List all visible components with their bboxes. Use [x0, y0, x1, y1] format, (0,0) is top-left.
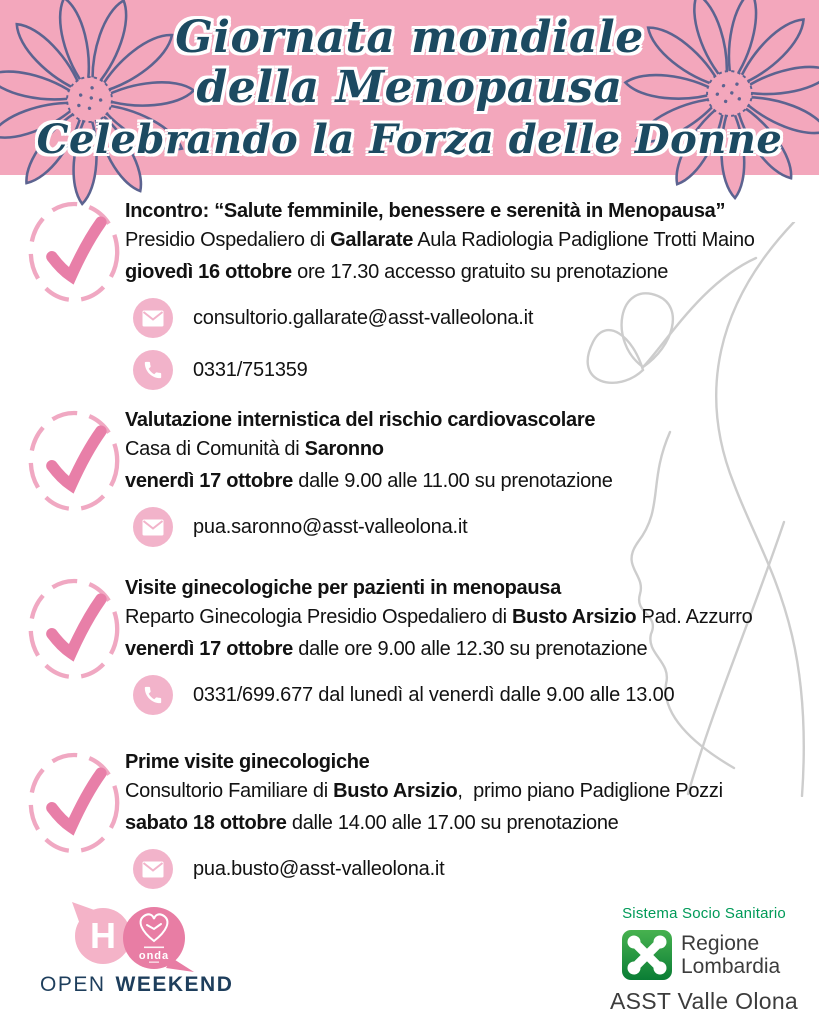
footer — [0, 893, 819, 1024]
regione-lombardia-logo-icon — [622, 930, 672, 980]
open-label: OPEN — [40, 973, 106, 996]
checkmark-icon — [26, 199, 122, 310]
asst-valle-olona-label: ASST Valle Olona — [609, 988, 799, 1014]
checkmark-icon — [26, 750, 122, 861]
weekend-label: WEEKEND — [115, 973, 234, 996]
email-address: pua.saronno@asst-valleolona.it — [193, 515, 468, 538]
checkmark-icon — [26, 576, 122, 687]
event-datetime: venerdì 17 ottobre dalle 9.00 alle 11.00 su prenotazione — [125, 470, 613, 492]
phone-icon — [133, 675, 173, 715]
sistema-socio-sanitario-label: Sistema Socio Sanitario — [622, 905, 786, 922]
email-icon — [133, 849, 173, 889]
event-location: Casa di Comunità di Saronno — [125, 438, 384, 460]
email-contact-row — [133, 506, 819, 548]
poster-subtitle: Celebrando la Forza delle Donne — [36, 116, 783, 163]
regione-lombardia-block — [598, 905, 810, 1015]
checkmark-icon — [26, 408, 122, 519]
event-location: Presidio Ospedaliero di Gallarate Aula Radiologia Padiglione Trotti Maino — [125, 229, 755, 251]
email-address: consultorio.gallarate@asst-valleolona.it — [193, 306, 534, 329]
email-icon — [133, 507, 173, 547]
open-weekend-wordmark — [40, 973, 233, 997]
phone-number: 0331/699.677 dal lunedì al venerdì dalle 9.00 alle 13.00 — [193, 683, 675, 706]
email-address: pua.busto@asst-valleolona.it — [193, 857, 445, 880]
event-title: Prime visite ginecologiche — [125, 751, 370, 773]
onda-wordmark: onda — [138, 950, 170, 962]
phone-contact-row — [133, 349, 819, 391]
h-bubble-letter: H — [90, 915, 116, 956]
email-contact-row — [133, 848, 819, 890]
event-datetime: sabato 18 ottobre dalle 14.00 alle 17.00 su prenotazione — [125, 812, 619, 834]
regione-lombardia-wordmark: Regione Lombardia — [681, 932, 781, 978]
event-datetime: giovedì 16 ottobre ore 17.30 accesso gratuito su prenotazione — [125, 261, 669, 283]
event-location: Consultorio Familiare di Busto Arsizio, primo piano Padiglione Pozzi — [125, 780, 723, 802]
email-icon — [133, 298, 173, 338]
event-title: Visite ginecologiche per pazienti in menopausa — [125, 577, 561, 599]
event-datetime: venerdì 17 ottobre dalle ore 9.00 alle 12.30 su prenotazione — [125, 638, 648, 660]
phone-contact-row — [133, 674, 819, 716]
email-contact-row — [133, 297, 819, 339]
event-title: Incontro: “Salute femminile, benessere e serenità in Menopausa” — [125, 200, 726, 222]
open-weekend-logo — [64, 898, 214, 974]
poster-title-line2: della Menopausa — [196, 62, 623, 113]
phone-icon — [133, 350, 173, 390]
phone-number: 0331/751359 — [193, 358, 308, 381]
event-location: Reparto Ginecologia Presidio Ospedaliero di Busto Arsizio Pad. Azzurro — [125, 606, 753, 628]
poster-title-line1: Giornata mondiale — [175, 12, 644, 63]
event-title: Valutazione internistica del rischio cardiovascolare — [125, 409, 596, 431]
